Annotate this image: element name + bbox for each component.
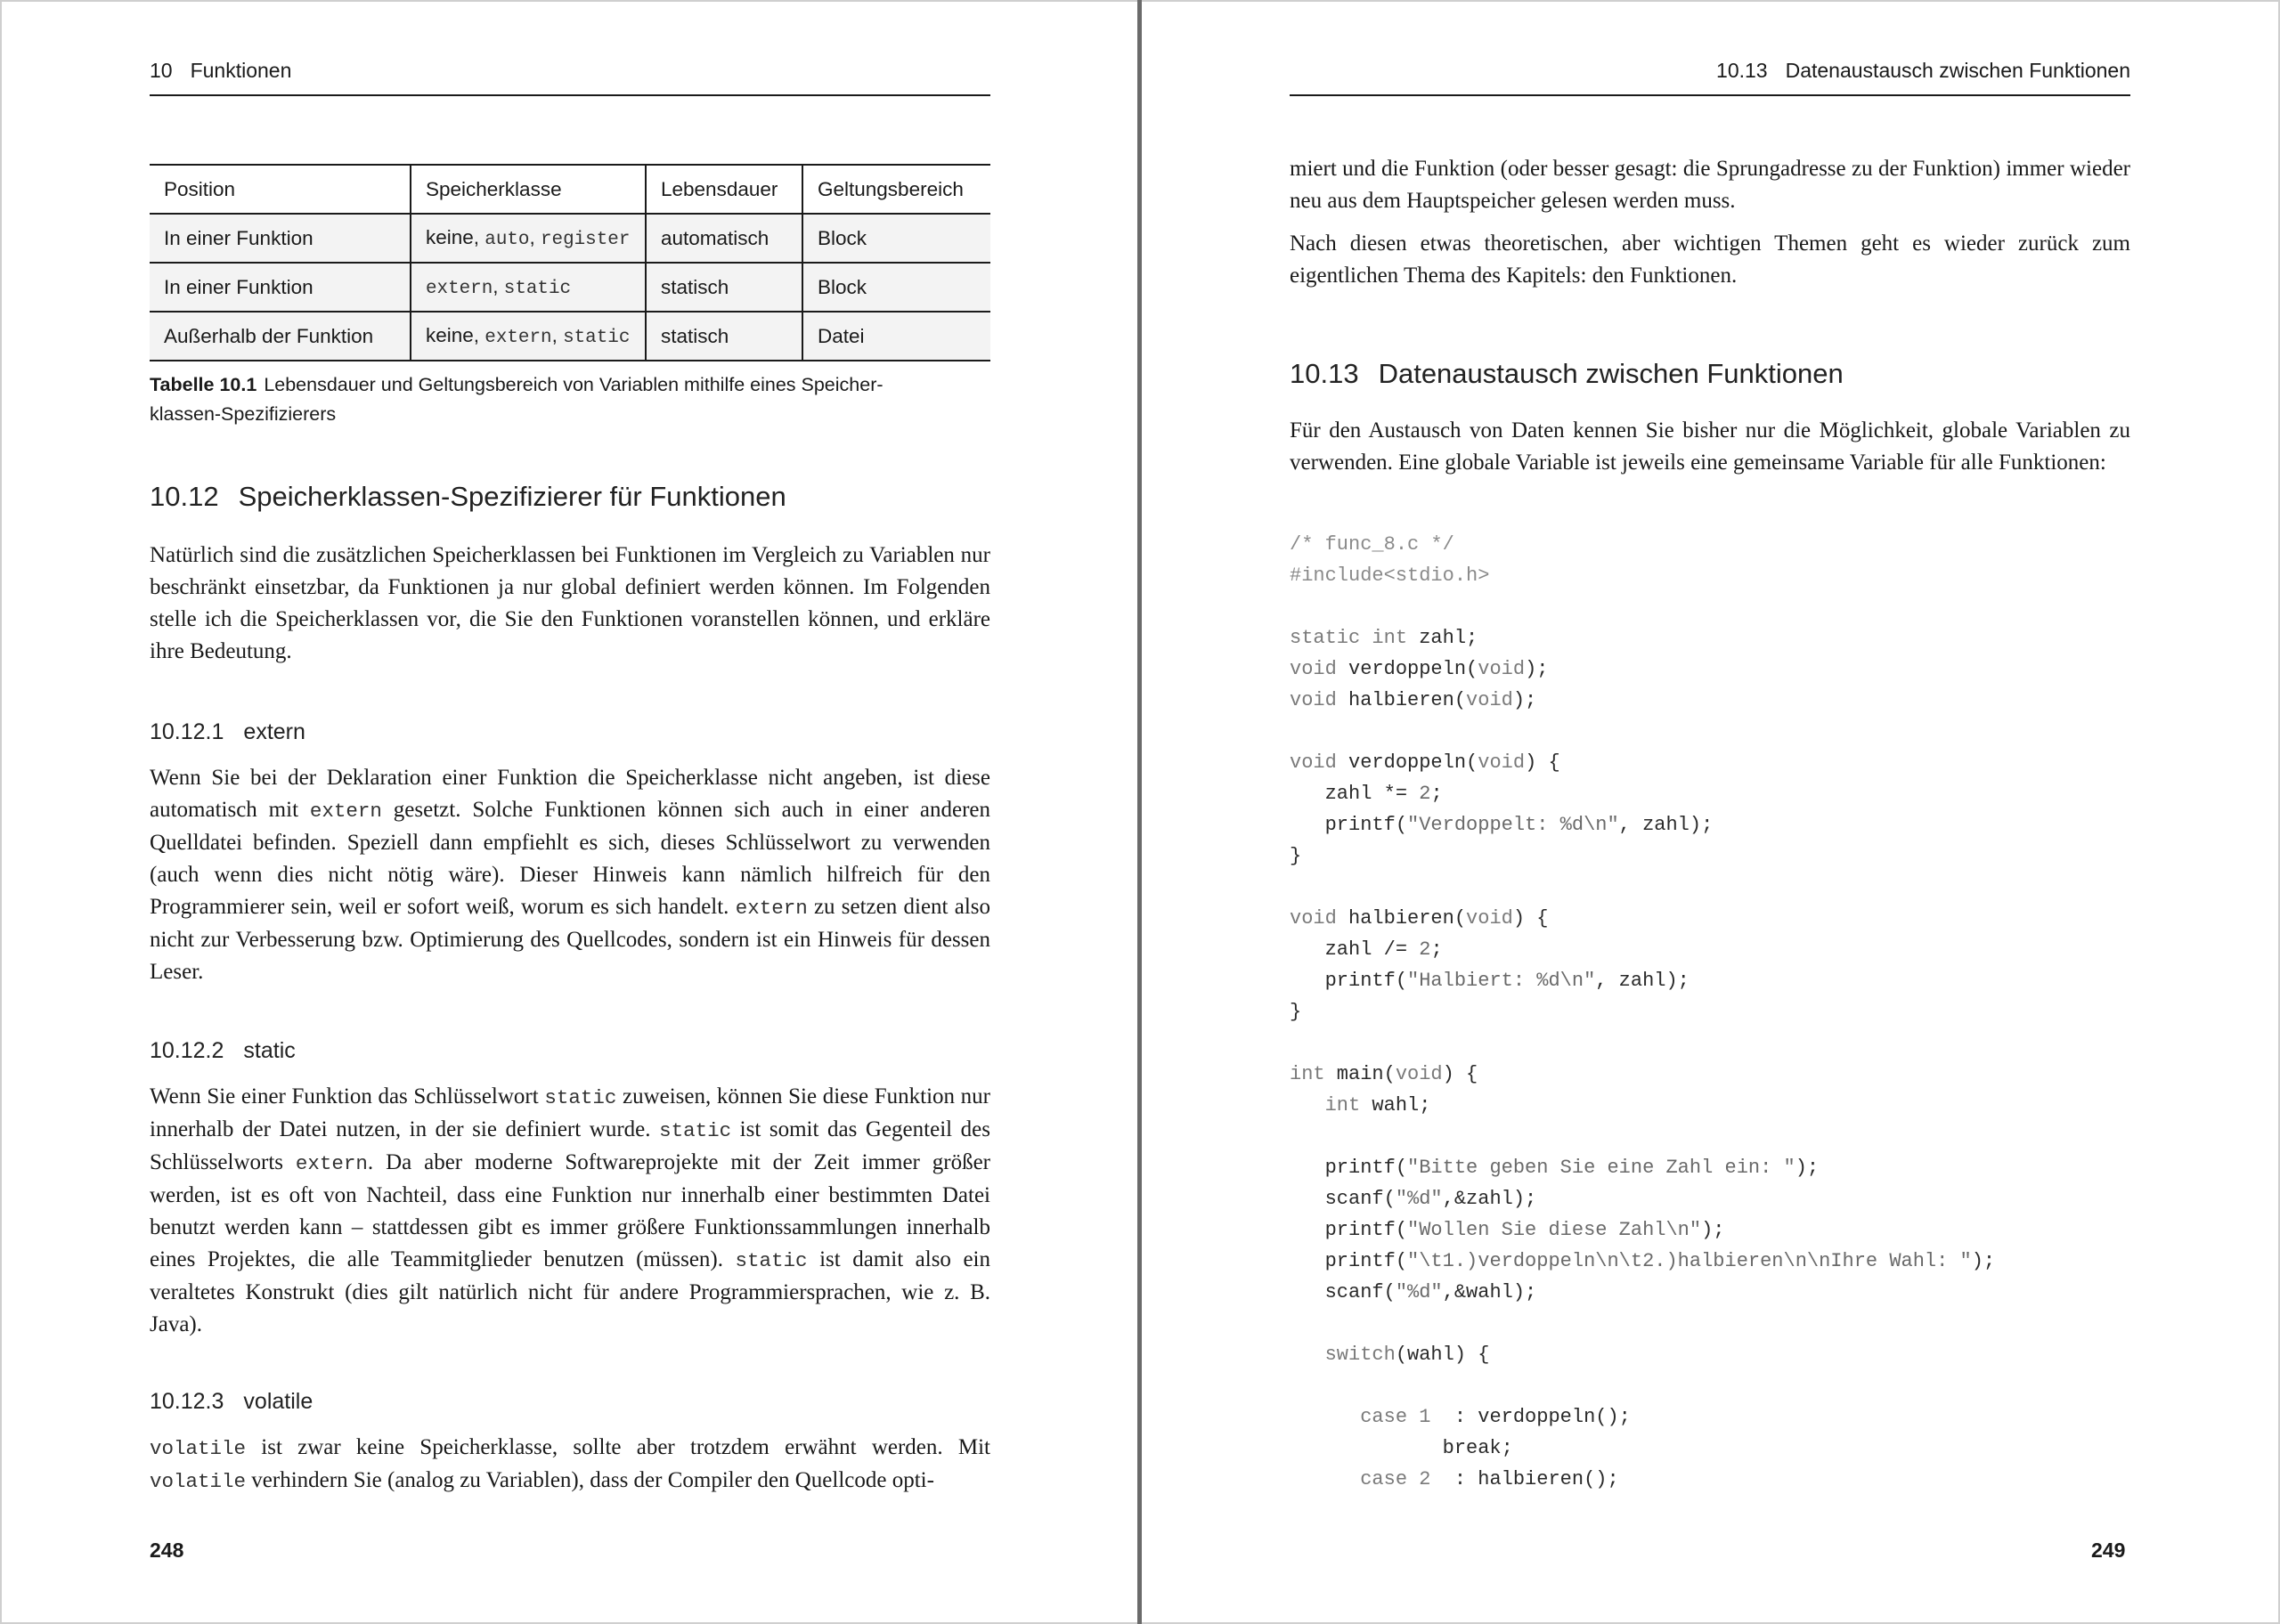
- table-cell: automatisch: [646, 214, 802, 263]
- right-running-header: [1290, 59, 2130, 96]
- chapter-title: Funktionen: [190, 59, 292, 82]
- table-header-row: [150, 165, 990, 214]
- paragraph: Wenn Sie bei der Deklaration einer Funktion die Speicherklasse nicht angeben, ist diese automatisch mit extern gesetzt. Solche Funktionen können sich auch in einer anderen Quelldatei befinden. Speziell dann empfiehlt es sich, dieses Schlüsselwort zu verwenden (auch wenn dies nicht nötig wäre). Dieser Hinweis kann nämlich hilfreich für den Programmierer sein, weil er sofort weiß, worum es sich handelt. extern zu setzen dient also nicht zur Verbesserung bzw. Optimierung des Quellcodes, sondern ist ein Hinweis für dessen Leser.: [150, 766, 990, 984]
- table-cell: keine, extern, static: [411, 312, 646, 361]
- caption-label: Tabelle 10.1: [150, 374, 257, 395]
- paragraph: Wenn Sie einer Funktion das Schlüsselwort static zuweisen, können Sie diese Funktion nur innerhalb der Datei nutzen, in der sie definiert wurde. static ist somit das Gegenteil des Schlüsselworts extern. Da aber moderne Softwareprojekte mit der Zeit immer größer werden, ist es oft von Nachteil, dass eine Funktion nur innerhalb einer bestimmten Datei benutzt werden kann – stattdessen gibt es immer größere Funktionssammlungen innerhalb eines Projektes, die alle Teammitglieder benutzen (müssen). static ist damit also ein veraltetes Konstrukt (dies gilt natürlich nicht für andere Programmiersprachen, wie z. B. Java).: [150, 1084, 991, 1336]
- table-cell: statisch: [646, 312, 802, 361]
- paragraph: Natürlich sind die zusätzlichen Speicherklassen bei Funktionen im Vergleich zu Variablen nur beschränkt einsetzbar, da Funktionen ja nur global definiert werden können. Im Folgenden stelle ich die Speicherklassen vor, die Sie den Funktionen voranstellen können, und erkläre ihre Bedeutung.: [150, 543, 990, 663]
- left-running-header: [150, 59, 990, 96]
- table-cell: In einer Funktion: [150, 263, 411, 312]
- paragraph: Nach diesen etwas theoretischen, aber wichtigen Themen geht es wieder zurück zum eigentlichen Thema des Kapitels: den Funktionen.: [1290, 231, 2130, 288]
- subsection-heading: 10.12.3 volatile: [150, 1389, 314, 1414]
- table-cell: Block: [802, 263, 990, 312]
- table-cell: extern, static: [411, 263, 646, 312]
- book-spine: [1137, 0, 1142, 1624]
- storage-class-table: [150, 164, 990, 361]
- table-header-cell: Position: [150, 165, 411, 214]
- subsection-heading: 10.12.1 extern: [150, 719, 305, 744]
- paragraph: Für den Austausch von Daten kennen Sie bisher nur die Möglichkeit, globale Variablen zu verwenden. Eine globale Variable ist jeweils eine gemeinsame Variable für alle Funktionen:: [1290, 418, 2130, 475]
- section-number: 10.13: [1716, 59, 1768, 82]
- subsection-heading: 10.12.2 static: [150, 1038, 296, 1063]
- page-number: 249: [2091, 1539, 2126, 1562]
- table-header-cell: Geltungsbereich: [802, 165, 990, 214]
- paragraph: miert und die Funktion (oder besser gesagt: die Sprungadresse zu der Funktion) immer wieder neu aus dem Hauptspeicher gelesen werden muss.: [1290, 157, 2130, 213]
- table-cell: In einer Funktion: [150, 214, 411, 263]
- chapter-number: 10: [150, 59, 173, 82]
- paragraph: volatile ist zwar keine Speicherklasse, sollte aber trotzdem erwähnt werden. Mit volatile verhindern Sie (analog zu Variablen), dass der Compiler den Quellcode opti-: [150, 1435, 990, 1493]
- table-cell: statisch: [646, 263, 802, 312]
- page-number: 248: [150, 1539, 184, 1562]
- section-heading: 10.12 Speicherklassen-Spezifizierer für Funktionen: [150, 481, 786, 512]
- table-row: [150, 263, 990, 312]
- section-title: Datenaustausch zwischen Funktionen: [1785, 59, 2130, 82]
- table-row: [150, 312, 990, 361]
- table-cell: keine, auto, register: [411, 214, 646, 263]
- table-cell: Block: [802, 214, 990, 263]
- table-header-cell: Speicherklasse: [411, 165, 646, 214]
- table-cell: Außerhalb der Funktion: [150, 312, 411, 361]
- code-listing: /* func_8.c */ #include<stdio.h> static int zahl; void verdoppeln(void); void halbieren(void); void verdoppeln(void) { zahl *= 2; printf("Verdoppelt: %d\n", zahl); } void halbieren(void) { zahl /= 2; printf("Halbiert: %d\n", zahl); } int main(void) { int wahl; printf("Bitte geben Sie eine Zahl ein: "); scanf("%d",&zahl); printf("Wollen Sie diese Zahl\n"); printf("\t1.)verdoppeln\n\t2.)halbieren\n\nIhre Wahl: "); scanf("%d",&wahl); switch(wahl) { case 1 : verdoppeln(); break; case 2 : halbieren();: [1290, 533, 1996, 1490]
- table-header-cell: Lebensdauer: [646, 165, 802, 214]
- table-row: [150, 214, 990, 263]
- table-cell: Datei: [802, 312, 990, 361]
- table-caption: Tabelle 10.1 Lebensdauer und Geltungsbereich von Variablen mithilfe eines Speicher- klassen-Spezifizierers: [150, 374, 884, 425]
- section-heading: 10.13 Datenaustausch zwischen Funktionen: [1290, 358, 1844, 389]
